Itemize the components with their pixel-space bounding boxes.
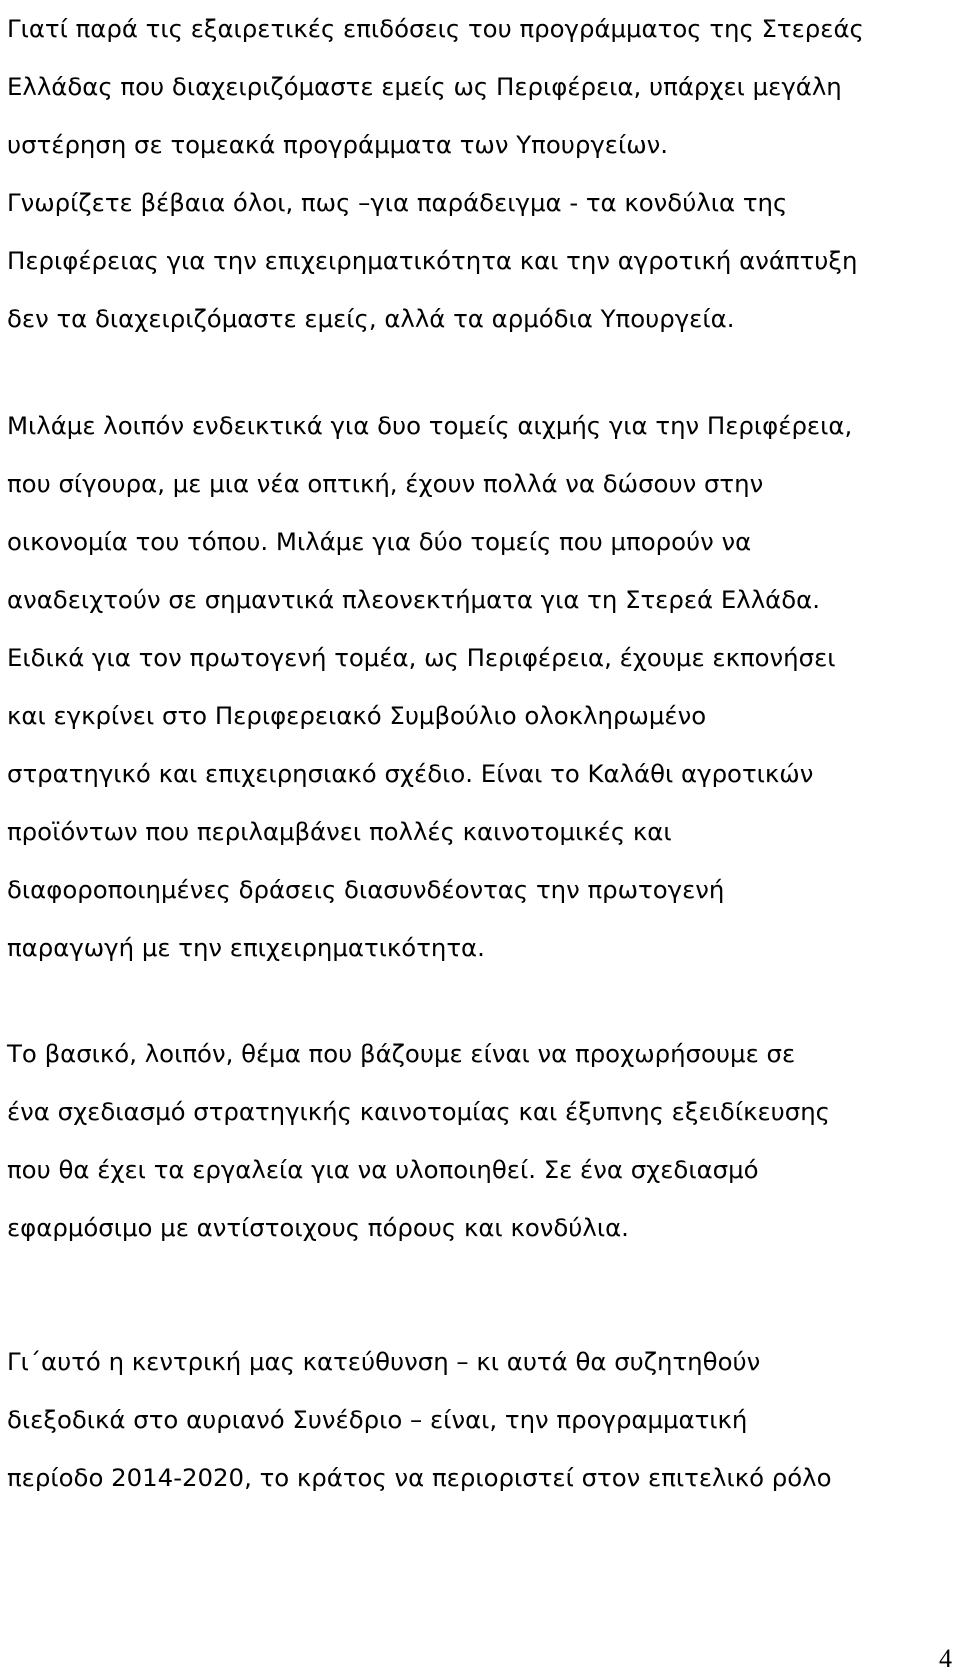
paragraph-line: οικονομία του τόπου. Μιλάμε για δύο τομείς που μπορούν να bbox=[7, 527, 752, 556]
paragraph-line: που θα έχει τα εργαλεία για να υλοποιηθεί. Σε ένα σχεδιασμό bbox=[7, 1155, 759, 1184]
paragraph-3 bbox=[7, 1025, 952, 1257]
paragraph-line: Ειδικά για τον πρωτογενή τομέα, ως Περιφέρεια, έχουμε εκπονήσει bbox=[7, 643, 836, 672]
paragraph-line: Περιφέρειας για την επιχειρηματικότητα και την αγροτική ανάπτυξη bbox=[7, 246, 858, 275]
paragraph-line: διαφοροποιημένες δράσεις διασυνδέοντας την πρωτογενή bbox=[7, 875, 725, 904]
paragraph-line: εφαρμόσιμο με αντίστοιχους πόρους και κονδύλια. bbox=[7, 1213, 629, 1242]
paragraph-line: στρατηγικό και επιχειρησιακό σχέδιο. Είναι το Καλάθι αγροτικών bbox=[7, 759, 814, 788]
paragraph-2 bbox=[7, 397, 952, 977]
paragraph-line: υστέρηση σε τομεακά προγράμματα των Υπουργείων. bbox=[7, 130, 669, 159]
paragraph-line: περίοδο 2014-2020, το κράτος να περιοριστεί στον επιτελικό ρόλο bbox=[7, 1463, 832, 1492]
paragraph-line: Μιλάμε λοιπόν ενδεικτικά για δυο τομείς αιχμής για την Περιφέρεια, bbox=[7, 411, 853, 440]
paragraph-line: και εγκρίνει στο Περιφερειακό Συμβούλιο ολοκληρωμένο bbox=[7, 701, 707, 730]
paragraph-line: διεξοδικά στο αυριανό Συνέδριο – είναι, την προγραμματική bbox=[7, 1405, 748, 1434]
paragraph-line: αναδειχτούν σε σημαντικά πλεονεκτήματα για τη Στερεά Ελλάδα. bbox=[7, 585, 820, 614]
paragraph-line: Ελλάδας που διαχειριζόμαστε εμείς ως Περιφέρεια, υπάρχει μεγάλη bbox=[7, 72, 842, 101]
paragraph-line: Γνωρίζετε βέβαια όλοι, πως –για παράδειγμα - τα κονδύλια της bbox=[7, 188, 788, 217]
paragraph-line: Το βασικό, λοιπόν, θέμα που βάζουμε είναι να προχωρήσουμε σε bbox=[7, 1039, 796, 1068]
page-number: 4 bbox=[939, 1644, 952, 1673]
paragraph-line: Γιατί παρά τις εξαιρετικές επιδόσεις του προγράμματος της Στερεάς bbox=[7, 14, 864, 43]
paragraph-line: προϊόντων που περιλαμβάνει πολλές καινοτομικές και bbox=[7, 817, 672, 846]
paragraph-4 bbox=[7, 1333, 952, 1507]
paragraph-line: δεν τα διαχειριζόμαστε εμείς, αλλά τα αρμόδια Υπουργεία. bbox=[7, 304, 735, 333]
paragraph-line: ένα σχεδιασμό στρατηγικής καινοτομίας και έξυπνης εξειδίκευσης bbox=[7, 1097, 830, 1126]
paragraph-line: Γι΄αυτό η κεντρική μας κατεύθυνση – κι αυτά θα συζητηθούν bbox=[7, 1347, 761, 1376]
paragraph-line: παραγωγή με την επιχειρηματικότητα. bbox=[7, 933, 485, 962]
paragraph-1 bbox=[7, 0, 952, 348]
paragraph-line: που σίγουρα, με μια νέα οπτική, έχουν πολλά να δώσουν στην bbox=[7, 469, 764, 498]
